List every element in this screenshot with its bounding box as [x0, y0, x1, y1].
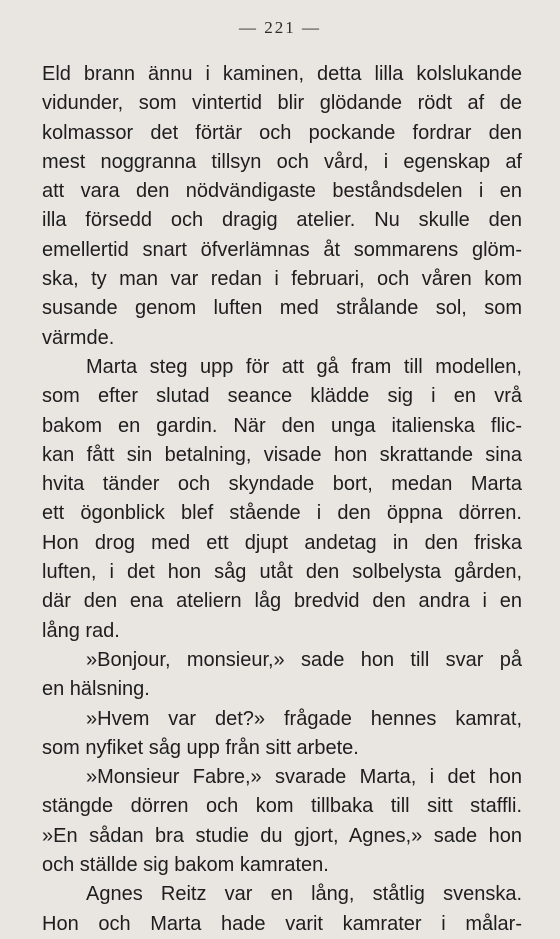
text-line: susande genom luften med strålande sol, som: [42, 297, 522, 320]
text-line: kolmassor det förtär och pockande fordrar den: [42, 121, 522, 144]
text-line: en hälsning.: [42, 678, 150, 701]
text-line: Marta steg upp för att gå fram till modellen,: [86, 355, 522, 378]
text-line: »Hvem var det?» frågade hennes kamrat,: [86, 707, 522, 730]
text-line: »Monsieur Fabre,» svarade Marta, i det hon: [86, 766, 522, 789]
text-line: kan fått sin betalning, visade hon skrattande sina: [42, 443, 522, 466]
text-line: »Bonjour, monsieur,» sade hon till svar på: [86, 648, 522, 671]
text-line: lång rad.: [42, 619, 120, 642]
text-line: hvita tänder och skyndade bort, medan Marta: [42, 473, 522, 496]
text-line: som nyfiket såg upp från sitt arbete.: [42, 736, 359, 759]
text-line: illa försedd och dragig atelier. Nu skulle den: [42, 209, 522, 232]
text-line: Agnes Reitz var en lång, ståtlig svenska.: [86, 883, 522, 906]
text-line: värmde.: [42, 326, 115, 349]
text-line: stängde dörren och kom tillbaka till sitt staffli.: [42, 795, 522, 818]
body-text: [42, 60, 522, 939]
text-line: Hon och Marta hade varit kamrater i målar-: [42, 912, 522, 935]
text-line: som efter slutad seance klädde sig i en vrå: [42, 385, 522, 408]
page-number-header: — 221 —: [239, 18, 321, 37]
text-line: vidunder, som vintertid blir glödande rödt af de: [42, 92, 522, 115]
text-line: och ställde sig bakom kamraten.: [42, 854, 329, 877]
text-line: att vara den nödvändigaste beståndsdelen i en: [42, 180, 522, 203]
text-line: där den ena ateliern låg bredvid den andra i en: [42, 590, 522, 613]
text-line: Hon drog med ett djupt andetag in den friska: [42, 531, 522, 554]
text-line: ska, ty man var redan i februari, och våren kom: [42, 268, 522, 291]
text-line: »En sådan bra studie du gjort, Agnes,» sade hon: [42, 824, 522, 847]
text-line: emellertid snart öfverlämnas åt sommarens glöm-: [42, 238, 522, 261]
text-line: ett ögonblick blef stående i den öppna dörren.: [42, 502, 522, 525]
text-line: mest noggranna tillsyn och vård, i egenskap af: [42, 150, 522, 173]
text-line: luften, i det hon såg utåt den solbelysta gården,: [42, 561, 522, 584]
text-line: bakom en gardin. När den unga italienska flic-: [42, 414, 522, 437]
text-line: Eld brann ännu i kaminen, detta lilla kolslukande: [42, 63, 522, 85]
